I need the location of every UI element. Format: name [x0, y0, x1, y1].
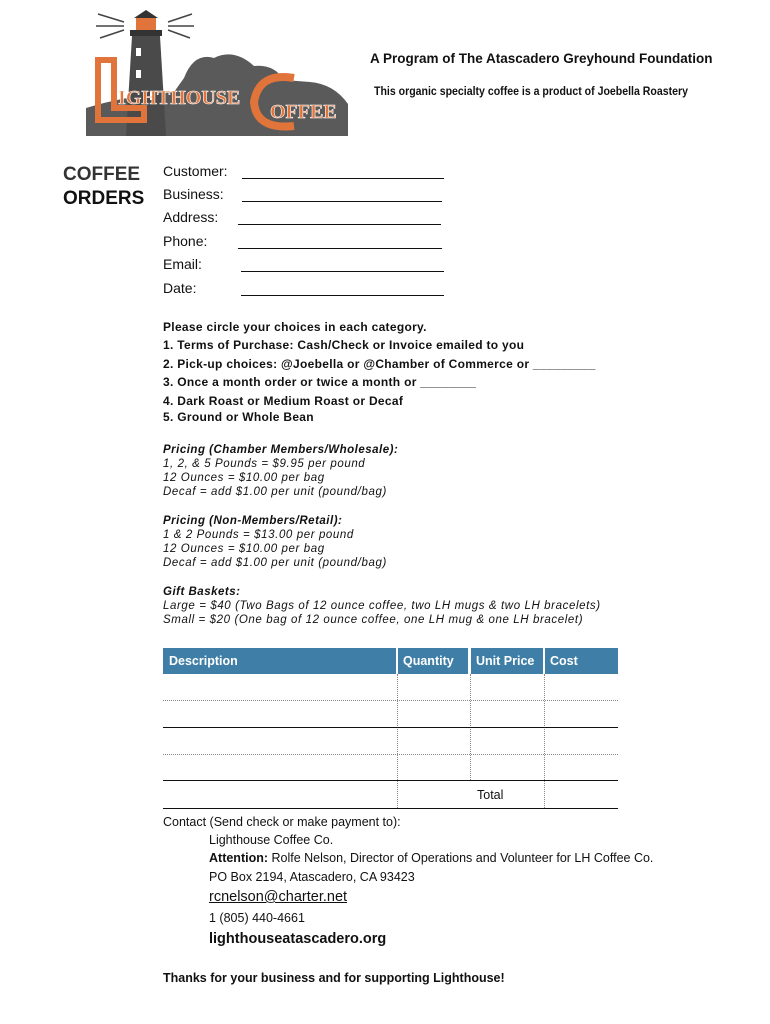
instructions-intro: Please circle your choices in each category.: [163, 320, 427, 334]
gift-basket-line: Large = $40 (Two Bags of 12 ounce coffee, two LH mugs & two LH bracelets): [163, 600, 601, 612]
pricing-line: 12 Ounces = $10.00 per bag: [163, 472, 325, 484]
date-field[interactable]: [241, 295, 444, 296]
attention-text: Rolfe Nelson, Director of Operations and Volunteer for LH Coffee Co.: [268, 851, 654, 865]
address-field[interactable]: [238, 224, 441, 225]
instruction-item: 2. Pick-up choices: @Joebella or @Chamber of Commerce or _________: [163, 357, 596, 371]
title-line-1: COFFEE: [63, 164, 141, 185]
pricing-line: Decaf = add $1.00 per unit (pound/bag): [163, 486, 387, 498]
pricing-members-heading: Pricing (Chamber Members/Wholesale):: [163, 444, 399, 456]
total-cost-cell[interactable]: [546, 782, 618, 807]
table-row-description-cell[interactable]: [163, 701, 396, 727]
contact-email-link[interactable]: rcnelson@charter.net: [209, 889, 348, 905]
contact-attention: [209, 851, 653, 865]
table-row-description-cell[interactable]: [163, 674, 396, 700]
instruction-item: 5. Ground or Whole Bean: [163, 410, 314, 424]
attention-label: Attention:: [209, 851, 269, 865]
svg-text:OFFEE: OFFEE: [270, 101, 337, 123]
title-line-2: ORDERS: [63, 188, 145, 209]
page-title: [63, 163, 144, 211]
contact-address: PO Box 2194, Atascadero, CA 93423: [209, 870, 415, 884]
pricing-retail-heading: Pricing (Non-Members/Retail):: [163, 515, 343, 527]
instruction-item: 1. Terms of Purchase: Cash/Check or Invoice emailed to you: [163, 338, 525, 352]
column-header-cost: Cost: [550, 654, 578, 668]
table-column-divider: [544, 674, 545, 808]
gift-basket-line: Small = $20 (One bag of 12 ounce coffee, one LH mug & one LH bracelet): [163, 614, 584, 626]
email-field[interactable]: [241, 271, 444, 272]
pricing-line: 1 & 2 Pounds = $13.00 per pound: [163, 529, 354, 541]
customer-field[interactable]: [242, 178, 444, 179]
email-label: Email:: [163, 256, 202, 272]
table-row-description-cell[interactable]: [163, 728, 396, 754]
svg-text:IGHTHOUSE: IGHTHOUSE: [118, 87, 241, 109]
program-heading: A Program of The Atascadero Greyhound Foundation: [370, 51, 713, 66]
column-header-unit-price: Unit Price: [476, 654, 535, 668]
date-label: Date:: [163, 280, 197, 296]
instruction-item: 3. Once a month order or twice a month or ________: [163, 375, 477, 389]
contact-org: Lighthouse Coffee Co.: [209, 833, 334, 847]
phone-field[interactable]: [238, 248, 442, 249]
footer-thanks: Thanks for your business and for supporting Lighthouse!: [163, 971, 505, 985]
pricing-line: 1, 2, & 5 Pounds = $9.95 per pound: [163, 458, 366, 470]
product-subheading: This organic specialty coffee is a product of Joebella Roastery: [374, 84, 688, 98]
table-row-description-cell[interactable]: [163, 755, 396, 780]
website-link[interactable]: lighthouseatascadero.org: [209, 931, 387, 947]
table-bottom-border: [163, 808, 618, 809]
gift-baskets-heading: Gift Baskets:: [163, 586, 241, 598]
pricing-line: 12 Ounces = $10.00 per bag: [163, 543, 325, 555]
contact-phone: 1 (805) 440-4661: [209, 911, 305, 925]
table-column-divider: [397, 674, 398, 808]
phone-label: Phone:: [163, 233, 208, 249]
table-row-divider: [163, 780, 618, 781]
instruction-item: 4. Dark Roast or Medium Roast or Decaf: [163, 394, 404, 408]
column-header-quantity: Quantity: [403, 654, 454, 668]
customer-label: Customer:: [163, 163, 228, 179]
address-label: Address:: [163, 209, 219, 225]
business-field[interactable]: [242, 201, 442, 202]
contact-intro: Contact (Send check or make payment to):: [163, 815, 401, 829]
lighthouse-coffee-logo: [84, 8, 350, 138]
column-header-description: Description: [169, 654, 238, 668]
total-label: Total: [477, 788, 504, 802]
pricing-line: Decaf = add $1.00 per unit (pound/bag): [163, 557, 387, 569]
business-label: Business:: [163, 186, 224, 202]
